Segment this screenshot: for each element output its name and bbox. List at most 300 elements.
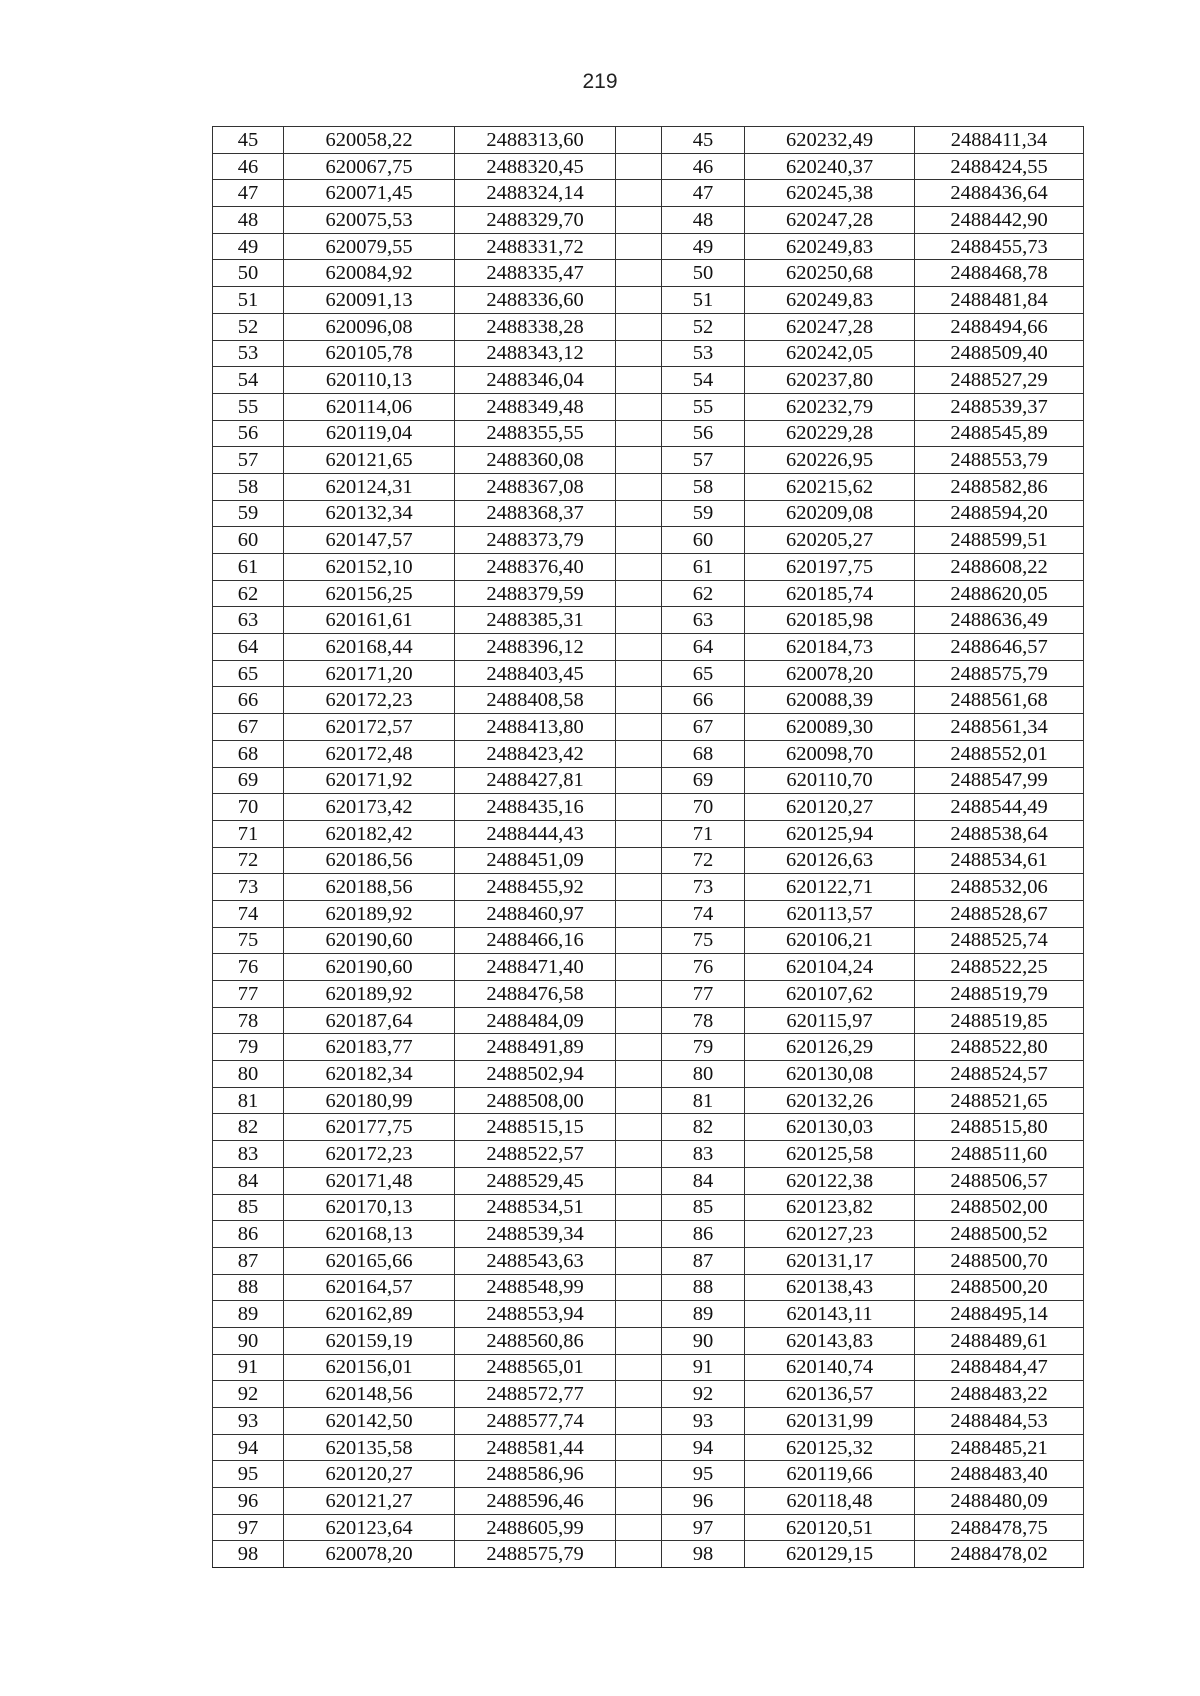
y-coordinate-right: 2488483,22 [915,1381,1084,1408]
x-coordinate-right: 620123,82 [745,1194,915,1221]
x-coordinate-right: 620115,97 [745,1007,915,1034]
spacer-cell [616,367,662,394]
point-number-right: 84 [662,1167,745,1194]
spacer-cell [616,607,662,634]
spacer-cell [616,820,662,847]
y-coordinate-right: 2488478,75 [915,1514,1084,1541]
point-number-left: 80 [213,1061,284,1088]
x-coordinate-left: 620105,78 [284,340,455,367]
y-coordinate-right: 2488480,09 [915,1488,1084,1515]
table-row [213,1061,1084,1088]
x-coordinate-right: 620247,28 [745,207,915,234]
table-row [213,767,1084,794]
point-number-right: 69 [662,767,745,794]
point-number-left: 79 [213,1034,284,1061]
point-number-left: 63 [213,607,284,634]
point-number-left: 53 [213,340,284,367]
x-coordinate-right: 620122,38 [745,1167,915,1194]
x-coordinate-left: 620180,99 [284,1087,455,1114]
point-number-right: 76 [662,954,745,981]
spacer-cell [616,1488,662,1515]
x-coordinate-left: 620182,34 [284,1061,455,1088]
y-coordinate-left: 2488502,94 [455,1061,616,1088]
spacer-cell [616,1141,662,1168]
x-coordinate-right: 620106,21 [745,927,915,954]
x-coordinate-left: 620067,75 [284,153,455,180]
point-number-right: 78 [662,1007,745,1034]
x-coordinate-left: 620132,34 [284,500,455,527]
table-row [213,340,1084,367]
y-coordinate-right: 2488478,02 [915,1541,1084,1568]
y-coordinate-left: 2488373,79 [455,527,616,554]
point-number-left: 74 [213,900,284,927]
x-coordinate-left: 620168,13 [284,1221,455,1248]
point-number-left: 54 [213,367,284,394]
x-coordinate-right: 620125,32 [745,1434,915,1461]
point-number-right: 46 [662,153,745,180]
y-coordinate-left: 2488343,12 [455,340,616,367]
table-row [213,714,1084,741]
table-row [213,1514,1084,1541]
point-number-left: 98 [213,1541,284,1568]
table-row [213,740,1084,767]
x-coordinate-left: 620075,53 [284,207,455,234]
x-coordinate-right: 620215,62 [745,473,915,500]
x-coordinate-right: 620185,98 [745,607,915,634]
x-coordinate-right: 620120,27 [745,794,915,821]
spacer-cell [616,313,662,340]
spacer-cell [616,847,662,874]
y-coordinate-right: 2488522,80 [915,1034,1084,1061]
y-coordinate-right: 2488525,74 [915,927,1084,954]
y-coordinate-left: 2488460,97 [455,900,616,927]
table-row [213,660,1084,687]
y-coordinate-left: 2488471,40 [455,954,616,981]
point-number-right: 60 [662,527,745,554]
point-number-left: 77 [213,981,284,1008]
y-coordinate-right: 2488515,80 [915,1114,1084,1141]
y-coordinate-right: 2488442,90 [915,207,1084,234]
table-row [213,287,1084,314]
y-coordinate-left: 2488466,16 [455,927,616,954]
spacer-cell [616,1514,662,1541]
y-coordinate-left: 2488346,04 [455,367,616,394]
point-number-left: 69 [213,767,284,794]
table-row [213,1141,1084,1168]
spacer-cell [616,660,662,687]
y-coordinate-left: 2488367,08 [455,473,616,500]
table-row [213,1167,1084,1194]
y-coordinate-left: 2488605,99 [455,1514,616,1541]
x-coordinate-left: 620190,60 [284,927,455,954]
point-number-right: 77 [662,981,745,1008]
x-coordinate-left: 620171,92 [284,767,455,794]
point-number-left: 95 [213,1461,284,1488]
table-row [213,927,1084,954]
x-coordinate-right: 620126,29 [745,1034,915,1061]
y-coordinate-right: 2488495,14 [915,1301,1084,1328]
y-coordinate-left: 2488313,60 [455,127,616,154]
point-number-left: 94 [213,1434,284,1461]
y-coordinate-right: 2488547,99 [915,767,1084,794]
y-coordinate-right: 2488538,64 [915,820,1084,847]
point-number-right: 71 [662,820,745,847]
x-coordinate-left: 620164,57 [284,1274,455,1301]
y-coordinate-left: 2488413,80 [455,714,616,741]
y-coordinate-right: 2488524,57 [915,1061,1084,1088]
point-number-left: 57 [213,447,284,474]
spacer-cell [616,554,662,581]
point-number-left: 58 [213,473,284,500]
y-coordinate-right: 2488545,89 [915,420,1084,447]
spacer-cell [616,927,662,954]
x-coordinate-right: 620205,27 [745,527,915,554]
point-number-left: 65 [213,660,284,687]
y-coordinate-left: 2488349,48 [455,393,616,420]
point-number-left: 78 [213,1007,284,1034]
point-number-right: 82 [662,1114,745,1141]
point-number-left: 73 [213,874,284,901]
y-coordinate-right: 2488519,79 [915,981,1084,1008]
y-coordinate-left: 2488543,63 [455,1247,616,1274]
y-coordinate-left: 2488379,59 [455,580,616,607]
point-number-right: 50 [662,260,745,287]
x-coordinate-right: 620209,08 [745,500,915,527]
x-coordinate-right: 620245,38 [745,180,915,207]
x-coordinate-left: 620156,01 [284,1354,455,1381]
x-coordinate-right: 620240,37 [745,153,915,180]
table-row [213,500,1084,527]
x-coordinate-left: 620147,57 [284,527,455,554]
x-coordinate-right: 620131,17 [745,1247,915,1274]
x-coordinate-right: 620232,49 [745,127,915,154]
x-coordinate-right: 620122,71 [745,874,915,901]
y-coordinate-right: 2488424,55 [915,153,1084,180]
point-number-right: 74 [662,900,745,927]
x-coordinate-right: 620131,99 [745,1408,915,1435]
x-coordinate-right: 620138,43 [745,1274,915,1301]
y-coordinate-left: 2488368,37 [455,500,616,527]
table-row [213,1301,1084,1328]
x-coordinate-right: 620249,83 [745,287,915,314]
x-coordinate-right: 620242,05 [745,340,915,367]
y-coordinate-right: 2488484,53 [915,1408,1084,1435]
table-row [213,554,1084,581]
x-coordinate-left: 620156,25 [284,580,455,607]
point-number-right: 54 [662,367,745,394]
x-coordinate-left: 620189,92 [284,900,455,927]
x-coordinate-right: 620143,11 [745,1301,915,1328]
y-coordinate-left: 2488586,96 [455,1461,616,1488]
y-coordinate-left: 2488548,99 [455,1274,616,1301]
point-number-left: 84 [213,1167,284,1194]
spacer-cell [616,500,662,527]
spacer-cell [616,714,662,741]
point-number-right: 48 [662,207,745,234]
y-coordinate-left: 2488575,79 [455,1541,616,1568]
y-coordinate-right: 2488509,40 [915,340,1084,367]
x-coordinate-left: 620170,13 [284,1194,455,1221]
point-number-right: 86 [662,1221,745,1248]
point-number-left: 68 [213,740,284,767]
point-number-left: 85 [213,1194,284,1221]
point-number-left: 86 [213,1221,284,1248]
y-coordinate-left: 2488435,16 [455,794,616,821]
point-number-left: 50 [213,260,284,287]
y-coordinate-right: 2488500,20 [915,1274,1084,1301]
y-coordinate-left: 2488329,70 [455,207,616,234]
x-coordinate-left: 620110,13 [284,367,455,394]
x-coordinate-right: 620237,80 [745,367,915,394]
point-number-right: 91 [662,1354,745,1381]
x-coordinate-left: 620172,23 [284,1141,455,1168]
spacer-cell [616,687,662,714]
x-coordinate-left: 620123,64 [284,1514,455,1541]
point-number-left: 70 [213,794,284,821]
x-coordinate-left: 620159,19 [284,1327,455,1354]
table-row [213,367,1084,394]
x-coordinate-right: 620130,08 [745,1061,915,1088]
point-number-left: 49 [213,233,284,260]
x-coordinate-right: 620132,26 [745,1087,915,1114]
table-row [213,207,1084,234]
point-number-right: 49 [662,233,745,260]
table-row [213,580,1084,607]
x-coordinate-right: 620098,70 [745,740,915,767]
y-coordinate-left: 2488565,01 [455,1354,616,1381]
point-number-left: 55 [213,393,284,420]
y-coordinate-left: 2488336,60 [455,287,616,314]
point-number-left: 46 [213,153,284,180]
spacer-cell [616,954,662,981]
y-coordinate-right: 2488552,01 [915,740,1084,767]
table-row [213,1488,1084,1515]
x-coordinate-right: 620078,20 [745,660,915,687]
x-coordinate-left: 620182,42 [284,820,455,847]
y-coordinate-left: 2488522,57 [455,1141,616,1168]
point-number-left: 56 [213,420,284,447]
spacer-cell [616,1061,662,1088]
table-row [213,1408,1084,1435]
point-number-left: 90 [213,1327,284,1354]
x-coordinate-left: 620186,56 [284,847,455,874]
table-row [213,1381,1084,1408]
x-coordinate-left: 620162,89 [284,1301,455,1328]
y-coordinate-right: 2488620,05 [915,580,1084,607]
y-coordinate-left: 2488338,28 [455,313,616,340]
x-coordinate-left: 620190,60 [284,954,455,981]
spacer-cell [616,634,662,661]
x-coordinate-right: 620120,51 [745,1514,915,1541]
x-coordinate-left: 620096,08 [284,313,455,340]
spacer-cell [616,1301,662,1328]
y-coordinate-left: 2488385,31 [455,607,616,634]
table-row [213,954,1084,981]
point-number-left: 47 [213,180,284,207]
point-number-left: 88 [213,1274,284,1301]
x-coordinate-right: 620232,79 [745,393,915,420]
x-coordinate-left: 620172,57 [284,714,455,741]
x-coordinate-left: 620173,42 [284,794,455,821]
spacer-cell [616,1114,662,1141]
x-coordinate-right: 620250,68 [745,260,915,287]
table-row [213,847,1084,874]
table-row [213,233,1084,260]
x-coordinate-left: 620058,22 [284,127,455,154]
table-row [213,607,1084,634]
table-row [213,527,1084,554]
spacer-cell [616,1408,662,1435]
y-coordinate-right: 2488502,00 [915,1194,1084,1221]
point-number-left: 89 [213,1301,284,1328]
point-number-right: 45 [662,127,745,154]
y-coordinate-left: 2488596,46 [455,1488,616,1515]
y-coordinate-right: 2488636,49 [915,607,1084,634]
x-coordinate-left: 620120,27 [284,1461,455,1488]
x-coordinate-right: 620104,24 [745,954,915,981]
point-number-left: 71 [213,820,284,847]
spacer-cell [616,874,662,901]
point-number-right: 90 [662,1327,745,1354]
x-coordinate-left: 620171,20 [284,660,455,687]
table-row [213,900,1084,927]
point-number-right: 79 [662,1034,745,1061]
y-coordinate-right: 2488455,73 [915,233,1084,260]
table-row [213,180,1084,207]
table-row [213,1087,1084,1114]
x-coordinate-left: 620152,10 [284,554,455,581]
coordinates-table-body [213,127,1084,1568]
table-row [213,981,1084,1008]
x-coordinate-left: 620121,65 [284,447,455,474]
point-number-right: 53 [662,340,745,367]
x-coordinate-right: 620197,75 [745,554,915,581]
y-coordinate-left: 2488572,77 [455,1381,616,1408]
x-coordinate-left: 620078,20 [284,1541,455,1568]
y-coordinate-left: 2488539,34 [455,1221,616,1248]
x-coordinate-right: 620130,03 [745,1114,915,1141]
y-coordinate-right: 2488436,64 [915,180,1084,207]
point-number-right: 65 [662,660,745,687]
x-coordinate-right: 620089,30 [745,714,915,741]
y-coordinate-left: 2488534,51 [455,1194,616,1221]
y-coordinate-right: 2488544,49 [915,794,1084,821]
spacer-cell [616,127,662,154]
point-number-right: 63 [662,607,745,634]
table-row [213,687,1084,714]
y-coordinate-left: 2488577,74 [455,1408,616,1435]
y-coordinate-left: 2488476,58 [455,981,616,1008]
point-number-right: 72 [662,847,745,874]
y-coordinate-left: 2488427,81 [455,767,616,794]
point-number-left: 93 [213,1408,284,1435]
point-number-right: 64 [662,634,745,661]
x-coordinate-right: 620185,74 [745,580,915,607]
spacer-cell [616,153,662,180]
point-number-right: 92 [662,1381,745,1408]
point-number-right: 70 [662,794,745,821]
y-coordinate-left: 2488331,72 [455,233,616,260]
y-coordinate-right: 2488575,79 [915,660,1084,687]
y-coordinate-left: 2488376,40 [455,554,616,581]
y-coordinate-right: 2488599,51 [915,527,1084,554]
spacer-cell [616,1167,662,1194]
point-number-left: 60 [213,527,284,554]
y-coordinate-left: 2488455,92 [455,874,616,901]
y-coordinate-left: 2488396,12 [455,634,616,661]
y-coordinate-left: 2488408,58 [455,687,616,714]
x-coordinate-right: 620127,23 [745,1221,915,1248]
y-coordinate-right: 2488489,61 [915,1327,1084,1354]
y-coordinate-left: 2488360,08 [455,447,616,474]
x-coordinate-left: 620171,48 [284,1167,455,1194]
point-number-left: 91 [213,1354,284,1381]
x-coordinate-right: 620184,73 [745,634,915,661]
spacer-cell [616,794,662,821]
y-coordinate-right: 2488468,78 [915,260,1084,287]
x-coordinate-right: 620118,48 [745,1488,915,1515]
spacer-cell [616,1354,662,1381]
table-row [213,127,1084,154]
x-coordinate-right: 620107,62 [745,981,915,1008]
point-number-right: 55 [662,393,745,420]
y-coordinate-left: 2488403,45 [455,660,616,687]
x-coordinate-left: 620079,55 [284,233,455,260]
spacer-cell [616,1007,662,1034]
y-coordinate-right: 2488519,85 [915,1007,1084,1034]
point-number-left: 75 [213,927,284,954]
y-coordinate-right: 2488485,21 [915,1434,1084,1461]
spacer-cell [616,473,662,500]
table-row [213,1541,1084,1568]
point-number-right: 98 [662,1541,745,1568]
x-coordinate-right: 620247,28 [745,313,915,340]
x-coordinate-right: 620229,28 [745,420,915,447]
y-coordinate-right: 2488527,29 [915,367,1084,394]
table-row [213,1114,1084,1141]
spacer-cell [616,1461,662,1488]
point-number-left: 97 [213,1514,284,1541]
point-number-left: 76 [213,954,284,981]
x-coordinate-right: 620126,63 [745,847,915,874]
point-number-right: 85 [662,1194,745,1221]
point-number-right: 73 [662,874,745,901]
x-coordinate-right: 620119,66 [745,1461,915,1488]
y-coordinate-left: 2488508,00 [455,1087,616,1114]
table-row [213,420,1084,447]
x-coordinate-left: 620177,75 [284,1114,455,1141]
x-coordinate-right: 620249,83 [745,233,915,260]
point-number-right: 47 [662,180,745,207]
y-coordinate-left: 2488444,43 [455,820,616,847]
y-coordinate-right: 2488521,65 [915,1087,1084,1114]
x-coordinate-left: 620071,45 [284,180,455,207]
spacer-cell [616,1034,662,1061]
y-coordinate-right: 2488608,22 [915,554,1084,581]
y-coordinate-left: 2488320,45 [455,153,616,180]
spacer-cell [616,900,662,927]
spacer-cell [616,1247,662,1274]
coordinates-table [212,126,1084,1568]
point-number-right: 95 [662,1461,745,1488]
point-number-right: 58 [662,473,745,500]
y-coordinate-right: 2488481,84 [915,287,1084,314]
point-number-left: 45 [213,127,284,154]
x-coordinate-left: 620172,48 [284,740,455,767]
x-coordinate-left: 620161,61 [284,607,455,634]
spacer-cell [616,1381,662,1408]
point-number-right: 68 [662,740,745,767]
